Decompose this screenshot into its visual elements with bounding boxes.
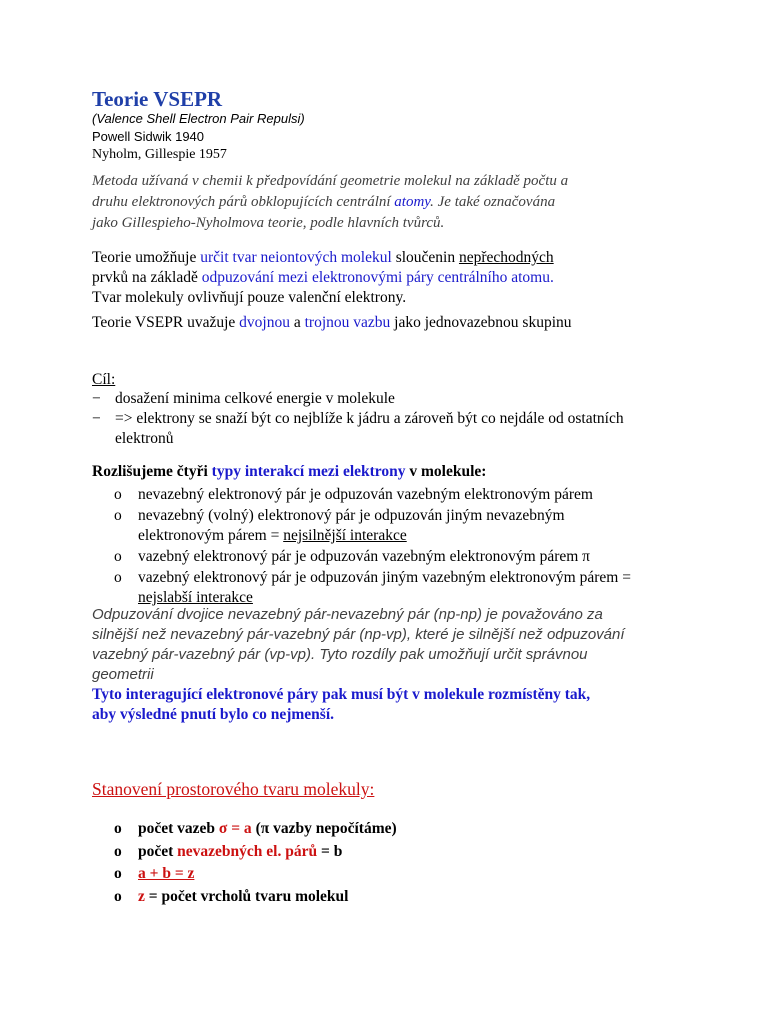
item-text: ( — [251, 820, 261, 837]
list-item — [92, 819, 397, 839]
authors-line-1: Powell Sidwik 1940 — [92, 129, 205, 144]
theory-highlight: odpuzování mezi elektronovými páry centrálního atomu. — [201, 269, 554, 286]
note-line: vazebný pár-vazebný pár (vp-vp). Tyto rozdíly pak umožňují určit správnou — [92, 646, 588, 663]
heading-highlight: typy interakcí mezi elektrony — [211, 463, 406, 480]
item-text: = počet vrcholů tvaru molekul — [144, 887, 349, 905]
item-text: nevazebný (volný) elektronový pár je odpuzován jiným nevazebným elektronovým párem = — [138, 507, 565, 544]
subtitle: (Valence Shell Electron Pair Repulsi) — [92, 111, 305, 126]
vsepr-highlight: trojnou vazbu — [304, 314, 391, 331]
list-item — [92, 506, 652, 546]
list-item: − dosažení minima celkové energie v molekule — [92, 389, 652, 409]
vsepr-text: Teorie VSEPR uvažuje — [92, 314, 240, 331]
emphasis-paragraph — [92, 685, 590, 725]
note-line: silnější než nevazebný pár-vazebný pár (np-vp), které je silnější než odpuzování — [92, 626, 625, 643]
theory-text: sloučenin — [391, 249, 459, 266]
interactions-heading — [92, 463, 486, 481]
item-text: ) — [391, 820, 397, 837]
heading-text: v molekule: — [405, 463, 487, 480]
atomy-link[interactable]: atomy — [394, 194, 431, 210]
item-red: σ = a — [218, 820, 252, 837]
theory-line-2 — [92, 268, 554, 288]
list-item — [92, 842, 397, 862]
theory-line-1 — [92, 248, 554, 268]
intro-line-3: jako Gillespieho-Nyholmova teorie, podle hlavních tvůrců. — [92, 215, 445, 231]
item-text: počet — [138, 842, 178, 860]
list-item: o nevazebný elektronový pár je odpuzován vazebným elektronovým párem — [92, 485, 652, 505]
emphasis-line: aby výsledné pnutí bylo co nejmenší. — [92, 706, 335, 723]
repulsion-note — [92, 605, 625, 685]
note-line: Odpuzování dvojice nevazebný pár-nevazebný pár (np-np) je považováno za — [92, 606, 603, 623]
interactions-list — [92, 485, 652, 609]
emphasis-line: Tyto interagující elektronové páry pak musí být v molekule rozmístěny tak, — [92, 686, 591, 703]
theory-line-3: Tvar molekuly ovlivňují pouze valenční elektrony. — [92, 289, 407, 306]
item-underlined: nejslabší interakce — [138, 589, 253, 606]
theory-text: prvků na základě — [92, 269, 202, 286]
list-item — [92, 864, 397, 884]
item-text: π vazby nepočítáme — [260, 820, 392, 837]
vsepr-text: jako jednovazebnou skupinu — [390, 314, 572, 331]
list-item: − => elektrony se snaží být co nejblíže k jádru a zároveň být co nejdále od ostatních elektronů — [92, 409, 652, 449]
theory-paragraph — [92, 248, 554, 308]
heading-text: Rozlišujeme čtyři — [92, 463, 212, 480]
item-red: z — [138, 887, 145, 905]
goal-list — [92, 389, 652, 449]
item-text: vazebný elektronový pár je odpuzován jiným vazebným elektronovým párem = — [138, 569, 631, 586]
page-title: Teorie VSEPR — [92, 87, 223, 111]
vsepr-highlight: dvojnou — [239, 314, 290, 331]
intro-paragraph — [92, 171, 568, 234]
theory-underlined: nepřechodných — [458, 249, 554, 266]
note-line: geometrii — [92, 666, 154, 683]
item-red: a + b = z — [138, 865, 195, 882]
list-item — [92, 568, 652, 608]
list-item — [92, 887, 397, 907]
item-text: = b — [317, 842, 343, 860]
theory-highlight: určit tvar neiontových molekul — [200, 249, 392, 266]
vsepr-line — [92, 314, 572, 332]
item-red: nevazebných el. párů — [177, 842, 318, 860]
intro-line-1: Metoda užívaná v chemii k předpovídání geometrie molekul na základě počtu a — [92, 173, 569, 189]
authors-line-2: Nyholm, Gillespie 1957 — [92, 147, 227, 162]
intro-text: . Je také označována — [430, 194, 556, 210]
item-text: počet vazeb — [138, 820, 219, 837]
goal-heading: Cíl: — [92, 371, 116, 388]
list-item: o vazebný elektronový pár je odpuzován vazebným elektronovým párem π — [92, 547, 652, 567]
item-underlined: nejsilnější interakce — [283, 527, 407, 544]
section-heading: Stanovení prostorového tvaru molekuly: — [92, 779, 375, 799]
shape-list — [92, 819, 397, 909]
vsepr-text: a — [289, 314, 305, 331]
intro-line-2 — [92, 192, 568, 213]
theory-text: Teorie umožňuje — [92, 249, 201, 266]
intro-text: druhu elektronových párů obklopujících centrální — [92, 194, 395, 210]
